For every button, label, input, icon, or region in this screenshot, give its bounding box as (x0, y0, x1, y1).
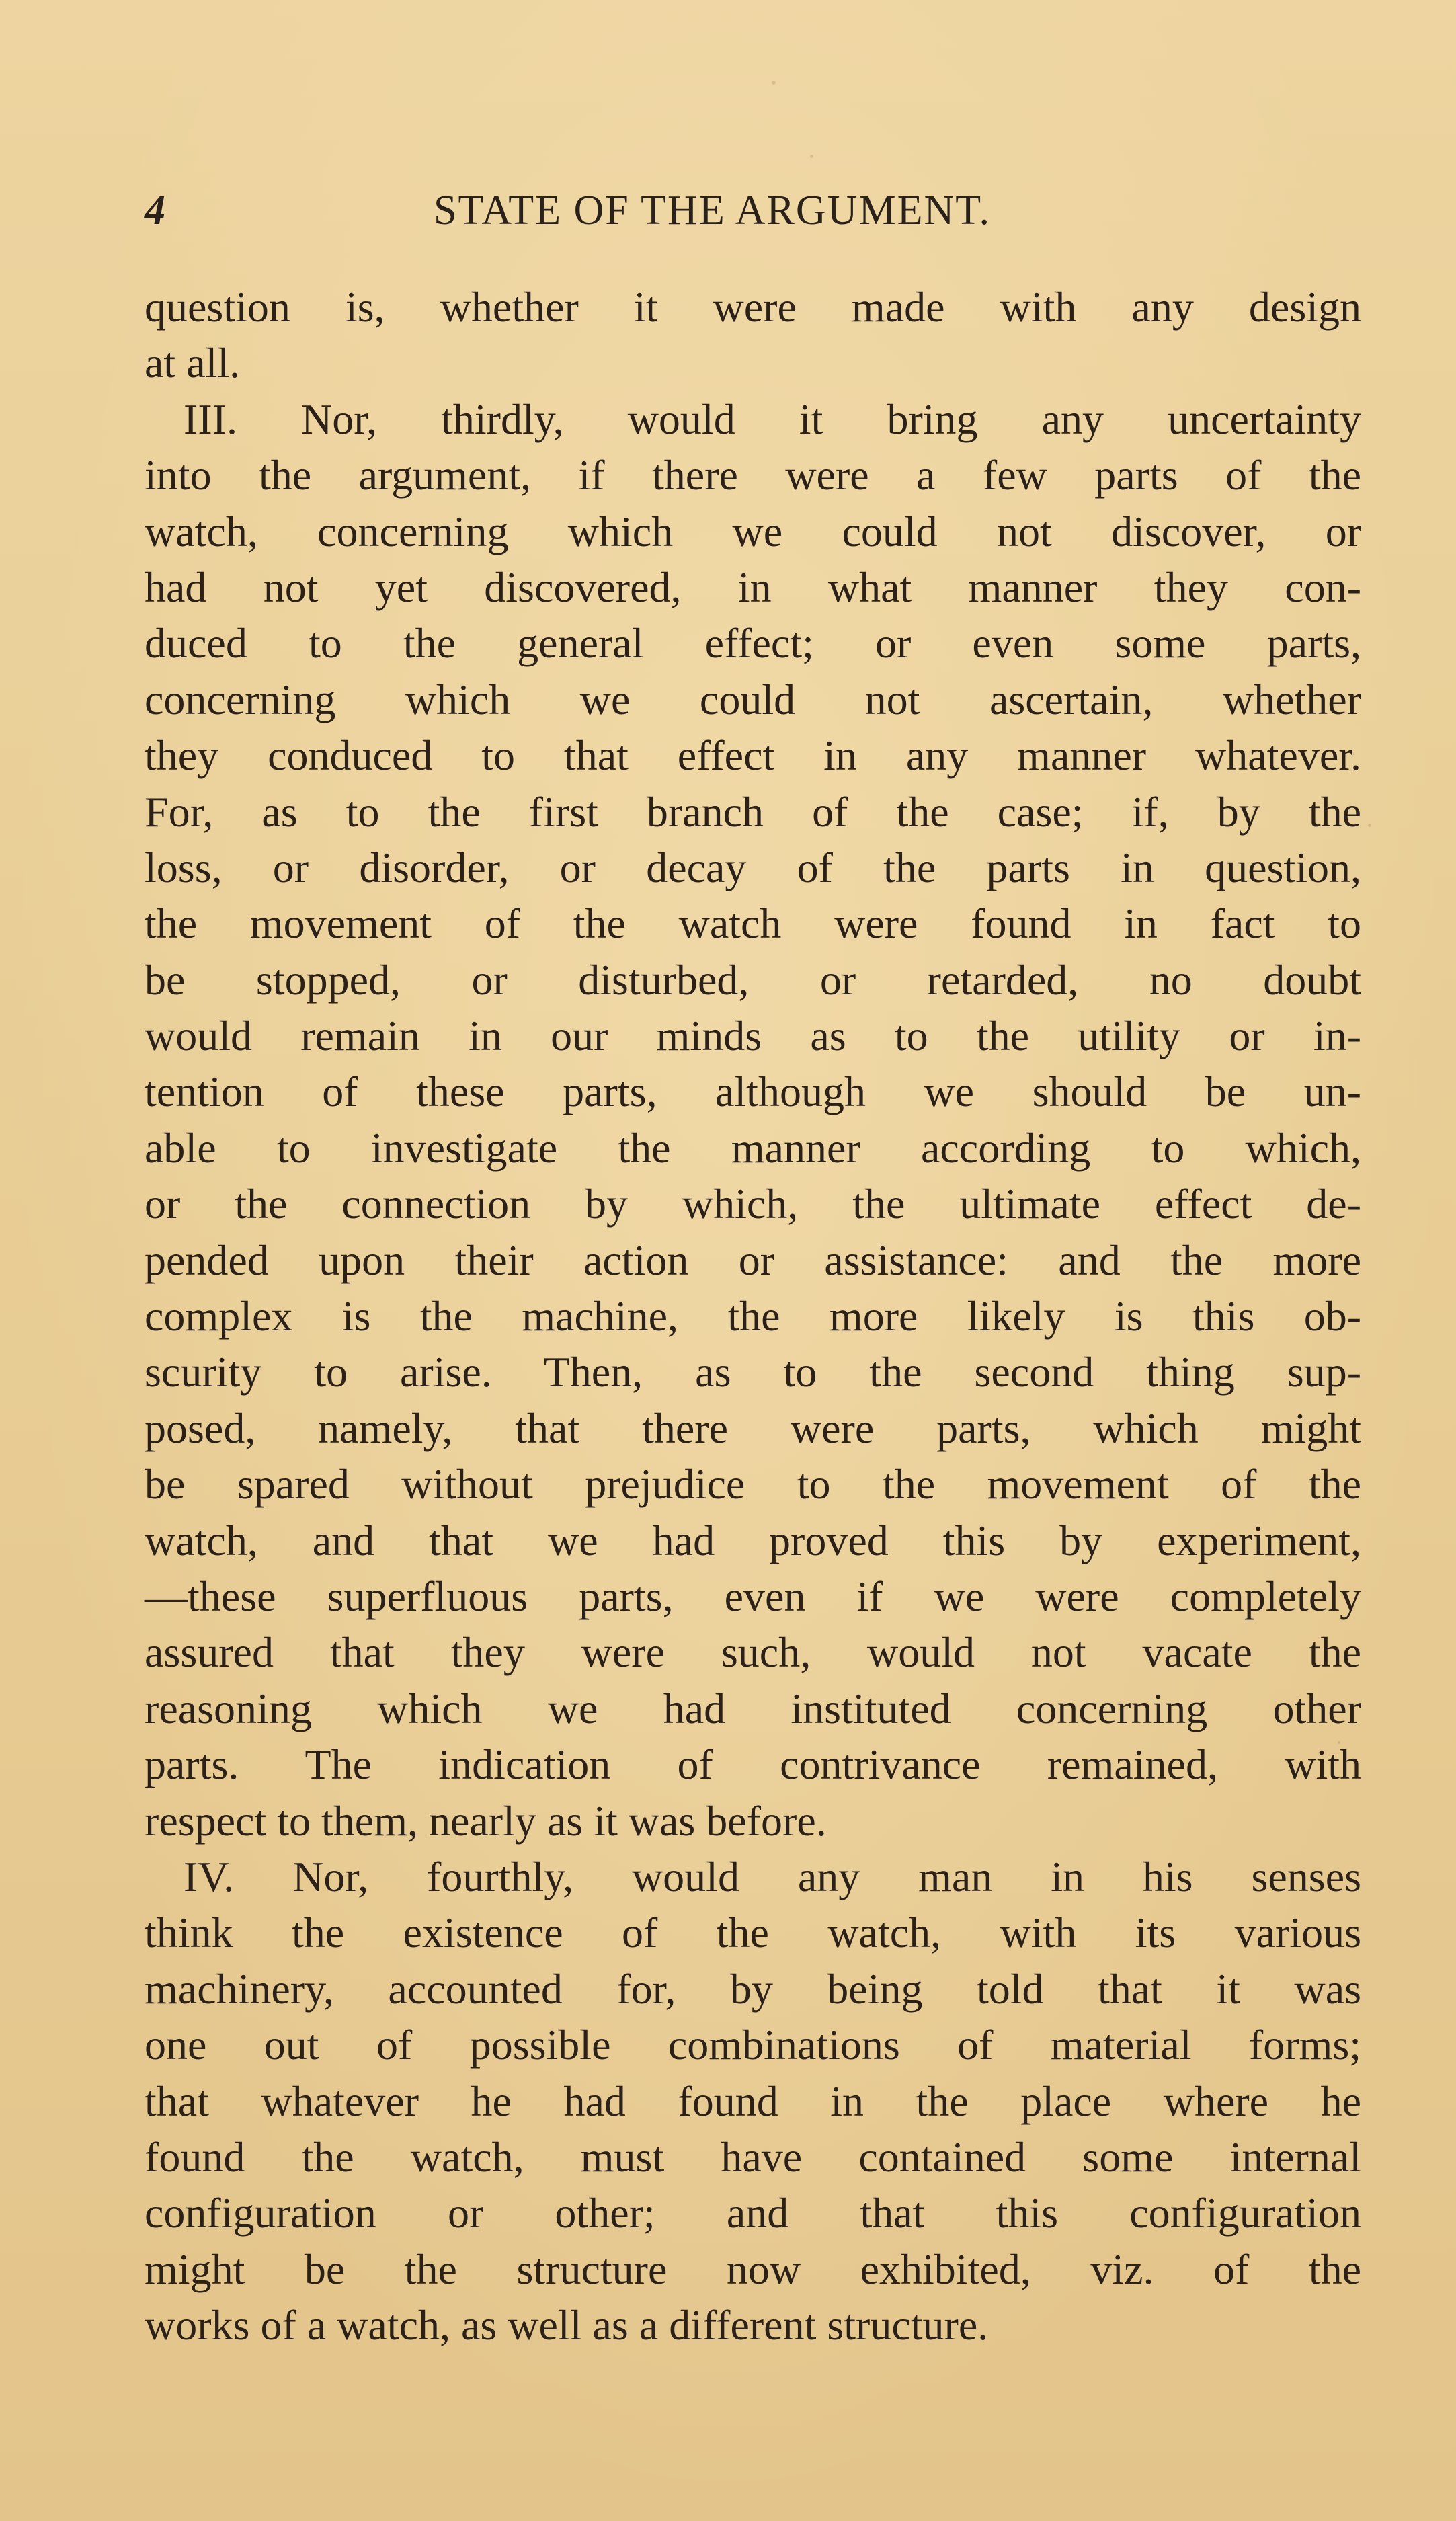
text-line: they conduced to that effect in any manner whatever. (145, 731, 1361, 780)
text-line: might be the structure now exhibited, viz. of the (145, 2245, 1361, 2293)
text-line: duced to the general effect; or even some parts, (145, 619, 1361, 668)
text-line: able to investigate the manner according to which, (145, 1123, 1361, 1172)
foxing-spot (772, 81, 776, 85)
text-line: found the watch, must have contained some internal (145, 2132, 1361, 2181)
text-line: would remain in our minds as to the utility or in- (145, 1012, 1361, 1060)
text-line: tention of these parts, although we should be un- (145, 1068, 1361, 1116)
text-line: the movement of the watch were found in fact to (145, 899, 1361, 948)
text-line: watch, and that we had proved this by experiment, (145, 1516, 1361, 1564)
text-line: reasoning which we had instituted concerning other (145, 1684, 1361, 1732)
text-line: machinery, accounted for, by being told that it was (145, 1964, 1361, 2013)
text-line: configuration or other; and that this configuration (145, 2189, 1361, 2237)
text-line: watch, concerning which we could not discover, or (145, 507, 1361, 555)
text-line: think the existence of the watch, with its various (145, 1909, 1361, 1957)
text-line: or the connection by which, the ultimate effect de- (145, 1180, 1361, 1228)
text-line: had not yet discovered, in what manner they con- (145, 563, 1361, 611)
page-number: 4 (145, 188, 165, 233)
text-line: be spared without prejudice to the movement of the (145, 1460, 1361, 1509)
page-header (145, 187, 1361, 247)
text-line: works of a watch, as well as a different structure. (145, 2301, 989, 2350)
text-line: one out of possible combinations of material forms; (145, 2021, 1361, 2069)
text-line: scurity to arise. Then, as to the second thing sup- (145, 1348, 1361, 1396)
text-line: at all. (145, 339, 241, 387)
text-line: respect to them, nearly as it was before. (145, 1796, 827, 1845)
text-line: IV. Nor, fourthly, would any man in his senses (184, 1852, 1361, 1900)
foxing-spot (1368, 824, 1371, 827)
text-line: For, as to the first branch of the case; if, by the (145, 787, 1361, 836)
text-line: pended upon their action or assistance: and the more (145, 1236, 1361, 1284)
text-line: complex is the machine, the more likely is this ob- (145, 1292, 1361, 1340)
foxing-spot (810, 155, 813, 158)
text-line: posed, namely, that there were parts, which might (145, 1404, 1361, 1452)
text-line: concerning which we could not ascertain, whether (145, 675, 1361, 723)
text-line: parts. The indication of contrivance remained, with (145, 1740, 1361, 1789)
text-line: that whatever he had found in the place where he (145, 2077, 1361, 2125)
text-line: III. Nor, thirdly, would it bring any uncertainty (184, 395, 1361, 443)
text-line: question is, whether it were made with any design (145, 283, 1361, 331)
text-line: loss, or disorder, or decay of the parts in question, (145, 843, 1361, 891)
text-line: assured that they were such, would not vacate the (145, 1628, 1361, 1677)
text-line: into the argument, if there were a few parts of the (145, 451, 1361, 499)
body-text (145, 279, 1361, 2353)
text-line: be stopped, or disturbed, or retarded, no doubt (145, 955, 1361, 1004)
text-line: —these superfluous parts, even if we were completely (145, 1572, 1361, 1620)
running-head: STATE OF THE ARGUMENT. (434, 188, 991, 233)
